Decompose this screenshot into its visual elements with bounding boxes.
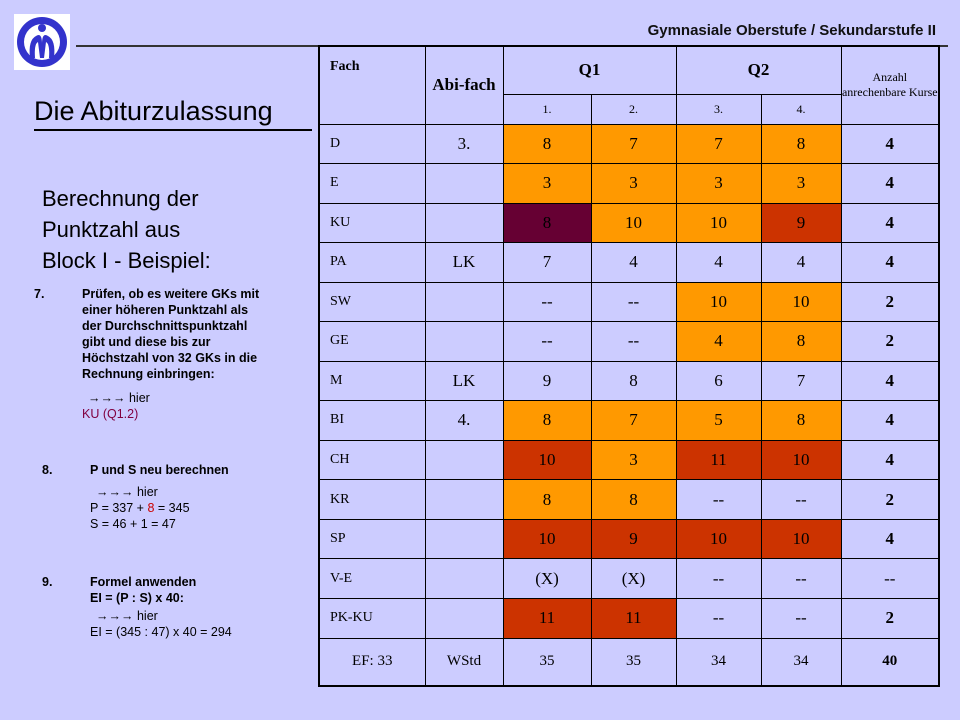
arrow-text: →→→ hier [96, 485, 158, 499]
grade-cell: 7 [591, 401, 676, 441]
p-formula [90, 500, 229, 516]
header-title: Gymnasiale Oberstufe / Sekundarstufe II [647, 22, 936, 39]
step-detail: KU (Q1.2) [82, 407, 139, 421]
grade-cell: -- [676, 559, 761, 599]
header-abifach: Abi-fach [425, 46, 503, 124]
count-cell: 2 [841, 598, 939, 638]
abi-cell [425, 440, 503, 480]
grade-cell: 10 [503, 519, 591, 559]
subject-cell: D [319, 124, 425, 164]
subject-cell: CH [319, 440, 425, 480]
table-row [319, 203, 939, 243]
grade-cell: 4 [676, 322, 761, 362]
table-row [319, 124, 939, 164]
wstd-value: 34 [676, 638, 761, 686]
wstd-value: 34 [761, 638, 841, 686]
step-text: P und S neu berechnen [90, 463, 229, 477]
step-number: 8. [42, 463, 53, 477]
grade-cell: 10 [761, 519, 841, 559]
grade-cell: -- [676, 598, 761, 638]
table-row [319, 243, 939, 283]
grade-cell: 11 [591, 598, 676, 638]
grade-cell: 7 [676, 124, 761, 164]
header-anzahl: Anzahl anrechenbare Kurse [841, 46, 939, 124]
grade-cell: (X) [503, 559, 591, 599]
grade-cell: 8 [503, 480, 591, 520]
step-number: 9. [42, 575, 53, 589]
grade-cell: 7 [761, 361, 841, 401]
grade-cell: (X) [591, 559, 676, 599]
table-row [319, 480, 939, 520]
abi-cell [425, 598, 503, 638]
grade-cell: 8 [503, 203, 591, 243]
grade-cell: 8 [503, 124, 591, 164]
header-semester: 4. [761, 94, 841, 124]
step-text: gibt und diese bis zur [82, 335, 211, 349]
grade-cell: 5 [676, 401, 761, 441]
count-cell: 2 [841, 480, 939, 520]
header-semester: 3. [676, 94, 761, 124]
subject-cell: GE [319, 322, 425, 362]
grade-cell: -- [591, 322, 676, 362]
subject-cell: M [319, 361, 425, 401]
subject-cell: PA [319, 243, 425, 283]
subject-cell: BI [319, 401, 425, 441]
abi-cell [425, 322, 503, 362]
grade-cell: 7 [591, 124, 676, 164]
school-logo [14, 14, 70, 70]
header-fach: Fach [319, 46, 425, 124]
abi-cell [425, 519, 503, 559]
abi-cell: 3. [425, 124, 503, 164]
count-cell: 4 [841, 401, 939, 441]
step-detail: EI = (345 : 47) x 40 = 294 [90, 625, 232, 639]
p-suffix: = 345 [154, 501, 190, 515]
grade-cell: 8 [761, 322, 841, 362]
table-footer-row [319, 638, 939, 686]
grade-cell: -- [591, 282, 676, 322]
header-semester: 1. [503, 94, 591, 124]
abi-cell [425, 282, 503, 322]
total-cell: 40 [841, 638, 939, 686]
grade-cell: 9 [503, 361, 591, 401]
grade-cell: 10 [676, 282, 761, 322]
abi-cell [425, 164, 503, 204]
step-text: einer höheren Punktzahl als [82, 303, 249, 317]
grade-cell: -- [761, 598, 841, 638]
grade-cell: 6 [676, 361, 761, 401]
grades-table [318, 45, 940, 687]
count-cell: 4 [841, 519, 939, 559]
grade-cell: -- [676, 480, 761, 520]
table-row [319, 361, 939, 401]
table-row [319, 401, 939, 441]
grade-cell: 3 [761, 164, 841, 204]
subject-cell: KR [319, 480, 425, 520]
wstd-cell: WStd [425, 638, 503, 686]
step-text: Prüfen, ob es weitere GKs mit [82, 287, 260, 301]
step-text: Rechnung einbringen: [82, 367, 215, 381]
wstd-value: 35 [503, 638, 591, 686]
grade-cell: -- [503, 282, 591, 322]
grade-cell: 10 [591, 203, 676, 243]
count-cell: 4 [841, 361, 939, 401]
p-prefix: P = 337 + [90, 501, 148, 515]
subject-cell: PK-KU [319, 598, 425, 638]
table-row [319, 559, 939, 599]
count-cell: 4 [841, 243, 939, 283]
title-underline [34, 129, 312, 131]
header-q1: Q1 [503, 46, 676, 94]
grade-cell: 10 [761, 282, 841, 322]
grade-cell: 4 [591, 243, 676, 283]
abi-cell [425, 480, 503, 520]
count-cell: 4 [841, 124, 939, 164]
grade-cell: 3 [591, 440, 676, 480]
grade-cell: 3 [503, 164, 591, 204]
grade-cell: 8 [503, 401, 591, 441]
table-row [319, 598, 939, 638]
step-number: 7. [34, 287, 45, 301]
abi-cell: LK [425, 361, 503, 401]
grade-cell: 8 [591, 480, 676, 520]
table-row [319, 322, 939, 362]
wstd-value: 35 [591, 638, 676, 686]
s-formula: S = 46 + 1 = 47 [90, 517, 176, 531]
step-text: Höchstzahl von 32 GKs in die [82, 351, 258, 365]
step-text: EI = (P : S) x 40: [90, 591, 184, 605]
grade-cell: 4 [676, 243, 761, 283]
p-added-value: 8 [147, 501, 155, 515]
grade-cell: 7 [503, 243, 591, 283]
header-semester: 2. [591, 94, 676, 124]
subject-cell: SW [319, 282, 425, 322]
header-q2: Q2 [676, 46, 841, 94]
step-text: Formel anwenden [90, 575, 197, 589]
grade-cell: -- [761, 480, 841, 520]
table-row [319, 164, 939, 204]
grade-cell: 10 [503, 440, 591, 480]
abi-cell: LK [425, 243, 503, 283]
grade-cell: -- [503, 322, 591, 362]
grade-cell: 11 [503, 598, 591, 638]
grade-cell: 10 [676, 203, 761, 243]
count-cell: -- [841, 559, 939, 599]
abi-cell [425, 203, 503, 243]
count-cell: 2 [841, 322, 939, 362]
page-title: Die Abiturzulassung [34, 96, 273, 126]
grade-cell: 4 [761, 243, 841, 283]
abi-cell [425, 559, 503, 599]
grade-cell: 10 [676, 519, 761, 559]
subtitle-line: Punktzahl aus [42, 217, 181, 242]
grade-cell: 8 [591, 361, 676, 401]
subject-cell: SP [319, 519, 425, 559]
step-text: der Durchschnittspunktzahl [82, 319, 248, 333]
table-row [319, 440, 939, 480]
table-row [319, 282, 939, 322]
ef-cell: EF: 33 [319, 638, 425, 686]
grade-cell: 3 [591, 164, 676, 204]
grade-cell: -- [761, 559, 841, 599]
arrow-text: →→→ hier [96, 609, 158, 623]
subject-cell: E [319, 164, 425, 204]
abi-cell: 4. [425, 401, 503, 441]
grade-cell: 9 [591, 519, 676, 559]
count-cell: 4 [841, 203, 939, 243]
grade-cell: 11 [676, 440, 761, 480]
grade-cell: 10 [761, 440, 841, 480]
grade-cell: 8 [761, 124, 841, 164]
arrow-text: →→→ hier [88, 391, 150, 405]
count-cell: 2 [841, 282, 939, 322]
table-row [319, 519, 939, 559]
subtitle [42, 183, 211, 276]
count-cell: 4 [841, 440, 939, 480]
grade-cell: 8 [761, 401, 841, 441]
subtitle-line: Block I - Beispiel: [42, 248, 211, 273]
grade-cell: 9 [761, 203, 841, 243]
count-cell: 4 [841, 164, 939, 204]
grade-cell: 3 [676, 164, 761, 204]
subtitle-line: Berechnung der [42, 186, 199, 211]
subject-cell: KU [319, 203, 425, 243]
subject-cell: V-E [319, 559, 425, 599]
